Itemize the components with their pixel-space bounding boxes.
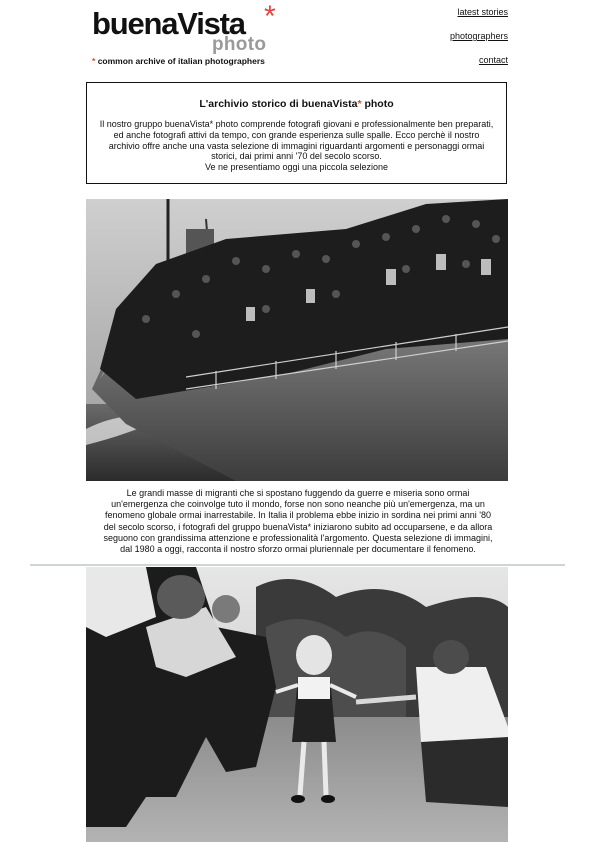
intro-selection-line: Ve ne presentiamo oggi una piccola selezione	[204, 162, 389, 173]
logo[interactable]	[92, 0, 292, 58]
photo-ship-migrants[interactable]	[86, 199, 508, 481]
nav-latest-stories-link[interactable]: latest stories	[457, 7, 508, 17]
logo-subword: photo	[212, 34, 267, 55]
tagline-text: common archive of italian photographers	[97, 56, 265, 66]
intro-title-suffix: photo	[361, 98, 394, 110]
nav-photographers-link[interactable]: photographers	[449, 31, 508, 41]
child-photo-art	[86, 567, 508, 842]
logo-asterisk: *	[264, 0, 276, 33]
ship-photo-art	[86, 199, 508, 481]
intro-paragraph: Il nostro gruppo buenaVista* photo comprende fotografi giovani e professionalmente ben preparati, ed anche fotografi attivi da tempo, con grande esperienza sulle spalle. Ecco perchè il nostro archivio offre anche una vasta selezione di immagini riguardanti argomenti e personaggi ormai storici, dai primi anni '70 del secolo scorso.	[99, 119, 494, 162]
intro-box	[86, 82, 507, 184]
nav-contact-link[interactable]: contact	[478, 55, 508, 65]
tagline	[92, 56, 265, 66]
intro-title-asterisk: *	[357, 98, 362, 110]
section-divider	[30, 564, 565, 566]
intro-body	[97, 119, 496, 173]
photo-child-street[interactable]	[86, 567, 508, 842]
intro-title-text: L'archivio storico di buenaVista	[199, 98, 358, 110]
photo-caption: Le grandi masse di migranti che si spostano fuggendo da guerre e miseria sono ormai un'emergenza che coinvolge tuto il mondo, forse non sono neanche più un'emergenza, ma un fenomeno globale ormai inarrestabile. In Italia il problema ebbe inizio in sordina nei primi anni '80 del secolo scorso, i fotografi del gruppo buenaVista* iniziarono subito ad occuparsene, e da allora seguono con grandissima attenzione e professionalità l'argomento. Questa selezione di immagini, dal 1980 a oggi, racconta il nostro sforzo ormai pluriennale per documentare il fenomeno.	[103, 488, 493, 555]
intro-title	[87, 98, 506, 110]
logo-wordmark: buenaVista	[92, 6, 245, 41]
tagline-asterisk: *	[92, 56, 96, 66]
